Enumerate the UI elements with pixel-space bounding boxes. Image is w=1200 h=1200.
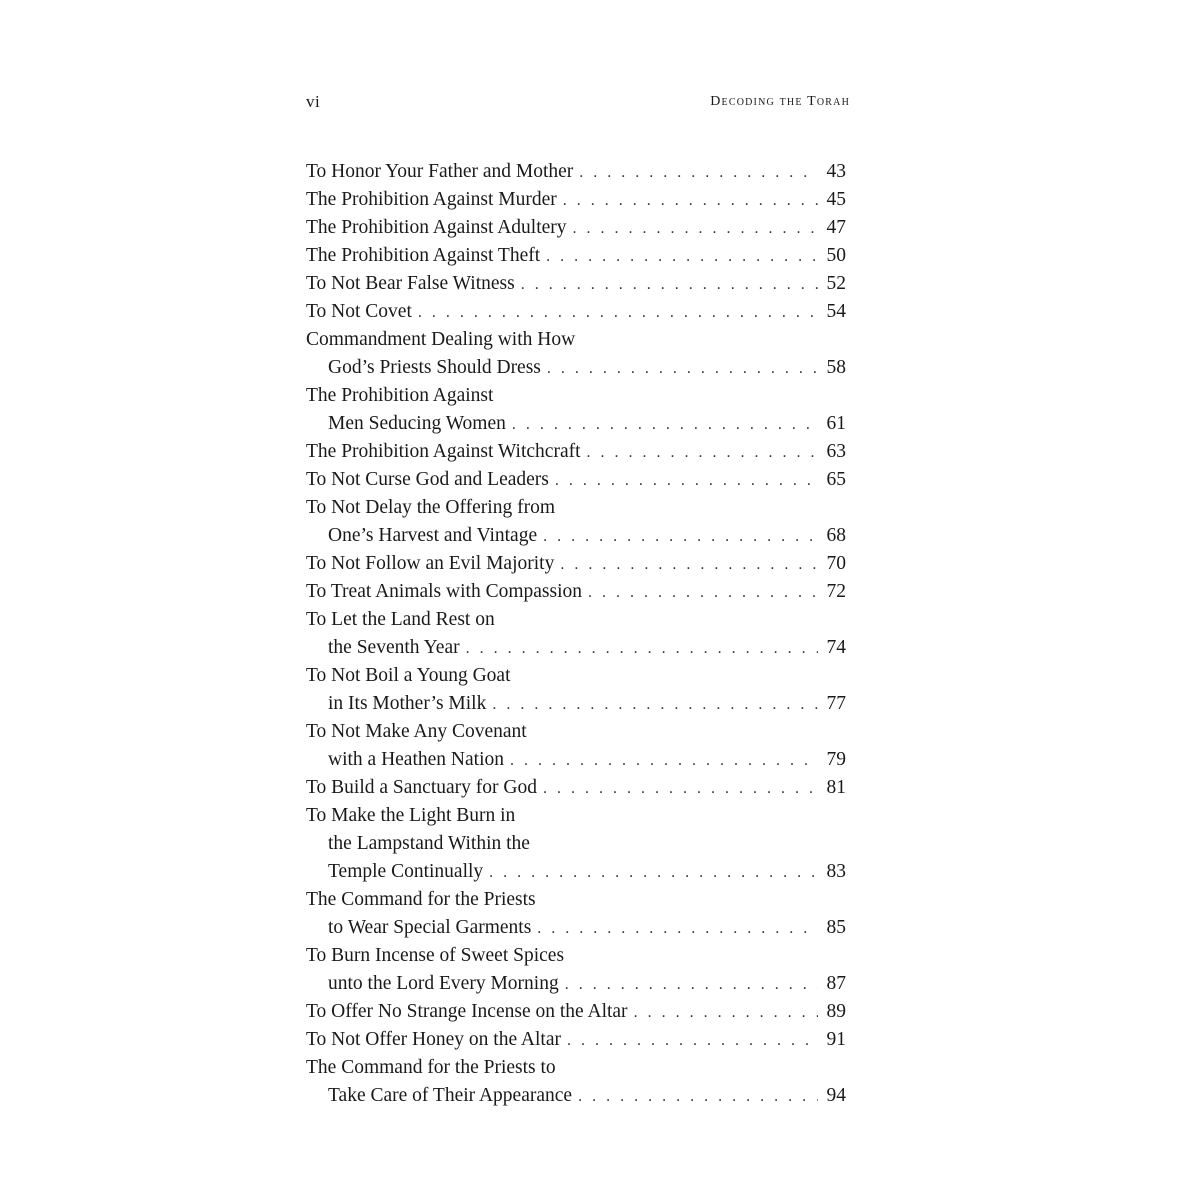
dot-leader (578, 1083, 818, 1111)
toc-page-number: 87 (826, 973, 846, 994)
toc-entry-title: The Prohibition Against Theft (306, 245, 541, 266)
toc-entry-line (306, 774, 846, 802)
toc-entry-line (306, 382, 846, 410)
dot-leader (492, 691, 818, 719)
toc-entry-title: To Not Make Any Covenant (306, 721, 527, 742)
toc-entry-line (306, 242, 846, 270)
dot-leader (543, 775, 818, 803)
toc-page-number: 52 (826, 273, 846, 294)
toc-page-number: 89 (826, 1001, 846, 1022)
toc-entry-line (306, 1082, 846, 1110)
dot-leader (567, 1027, 818, 1055)
toc-page-number: 79 (826, 749, 846, 770)
toc-page-number: 85 (826, 917, 846, 938)
toc-entry-title: The Command for the Priests (306, 889, 536, 910)
toc-page-number: 58 (826, 357, 846, 378)
toc-page-number: 74 (826, 637, 846, 658)
toc-entry-title: To Not Curse God and Leaders (306, 469, 549, 490)
toc-entry-line (306, 522, 846, 550)
dot-leader (560, 551, 818, 579)
toc-page-number: 83 (826, 861, 846, 882)
toc-page-number: 43 (826, 161, 846, 182)
toc-entry-line (306, 214, 846, 242)
toc-entry-line (306, 746, 846, 774)
toc-entry-title: To Not Boil a Young Goat (306, 665, 511, 686)
toc-entry-line (306, 886, 846, 914)
toc-entry-line (306, 158, 846, 186)
toc-entry-line (306, 830, 846, 858)
toc-entry-line (306, 550, 846, 578)
toc-page-number: 68 (826, 525, 846, 546)
dot-leader (555, 467, 818, 495)
toc-entry-title: To Not Offer Honey on the Altar (306, 1029, 561, 1050)
dot-leader (466, 635, 818, 663)
toc-entry-line (306, 970, 846, 998)
toc-entry-line (306, 634, 846, 662)
toc-entry-line (306, 438, 846, 466)
dot-leader (587, 439, 818, 467)
toc-page-number: 77 (826, 693, 846, 714)
toc-entry-title: The Command for the Priests to (306, 1057, 556, 1078)
toc-entry-line (306, 186, 846, 214)
toc-entry-line (306, 718, 846, 746)
toc-page-number: 61 (826, 413, 846, 434)
toc-entry-line (306, 802, 846, 830)
page-number: vi (306, 92, 321, 111)
toc-page-number: 70 (826, 553, 846, 574)
toc-page-number: 72 (826, 581, 846, 602)
toc-entry-title: To Make the Light Burn in (306, 805, 516, 826)
toc-entry-line (306, 410, 846, 438)
toc-entry-title: To Not Bear False Witness (306, 273, 515, 294)
toc-entry-line (306, 466, 846, 494)
toc-page-number: 45 (826, 189, 846, 210)
toc-entry-line (306, 1026, 846, 1054)
toc-entry-title: God’s Priests Should Dress (328, 357, 541, 378)
toc-entry-line (306, 914, 846, 942)
dot-leader (510, 747, 818, 775)
dot-leader (543, 523, 818, 551)
toc-entry-line (306, 662, 846, 690)
toc-entry-line (306, 494, 846, 522)
toc-entry-title: unto the Lord Every Morning (328, 973, 559, 994)
toc-entry-line (306, 354, 846, 382)
toc-page-number: 50 (826, 245, 846, 266)
toc-entry-line (306, 690, 846, 718)
toc-entry-title: To Honor Your Father and Mother (306, 161, 574, 182)
toc-page-number: 94 (826, 1085, 846, 1106)
toc-entry-title: Men Seducing Women (328, 413, 506, 434)
toc-entry-line (306, 942, 846, 970)
toc-entry-title: To Build a Sanctuary for God (306, 777, 537, 798)
dot-leader (489, 859, 818, 887)
toc-entry-line (306, 270, 846, 298)
toc-entry-title: to Wear Special Garments (328, 917, 532, 938)
toc-entry-line (306, 298, 846, 326)
toc-entry-title: To Burn Incense of Sweet Spices (306, 945, 565, 966)
toc-entry-title: One’s Harvest and Vintage (328, 525, 538, 546)
toc-entry-line (306, 1054, 846, 1082)
toc-entry-title: Commandment Dealing with How (306, 329, 576, 350)
dot-leader (588, 579, 818, 607)
toc-entry-title: To Offer No Strange Incense on the Altar (306, 1001, 628, 1022)
dot-leader (537, 915, 818, 943)
dot-leader (563, 187, 818, 215)
toc-page-number: 81 (826, 777, 846, 798)
toc-page-number: 47 (826, 217, 846, 238)
toc-page-number: 54 (826, 301, 846, 322)
table-of-contents (306, 158, 846, 1110)
toc-page-number: 91 (826, 1029, 846, 1050)
dot-leader (634, 999, 818, 1027)
toc-entry-title: The Prohibition Against Adultery (306, 217, 567, 238)
toc-entry-title: To Let the Land Rest on (306, 609, 495, 630)
toc-entry-title: the Seventh Year (328, 637, 460, 658)
toc-entry-line (306, 606, 846, 634)
toc-entry-title: Take Care of Their Appearance (328, 1085, 573, 1106)
toc-page-number: 65 (826, 469, 846, 490)
toc-page-number: 63 (826, 441, 846, 462)
running-title: Decoding the Torah (710, 94, 850, 109)
toc-entry-title: in Its Mother’s Milk (328, 693, 487, 714)
toc-entry-title: To Not Delay the Offering from (306, 497, 555, 518)
toc-entry-title: To Not Covet (306, 301, 412, 322)
dot-leader (547, 355, 818, 383)
dot-leader (546, 243, 818, 271)
toc-entry-title: To Treat Animals with Compassion (306, 581, 582, 602)
dot-leader (573, 215, 818, 243)
toc-entry-title: the Lampstand Within the (328, 833, 530, 854)
dot-leader (579, 159, 818, 187)
dot-leader (512, 411, 818, 439)
toc-entry-title: To Not Follow an Evil Majority (306, 553, 555, 574)
dot-leader (521, 271, 818, 299)
toc-entry-title: Temple Continually (328, 861, 484, 882)
toc-entry-line (306, 578, 846, 606)
dot-leader (565, 971, 818, 999)
toc-entry-line (306, 858, 846, 886)
toc-entry-title: The Prohibition Against (306, 385, 494, 406)
toc-entry-title: The Prohibition Against Murder (306, 189, 557, 210)
dot-leader (418, 299, 818, 327)
toc-entry-line (306, 326, 846, 354)
toc-entry-title: The Prohibition Against Witchcraft (306, 441, 581, 462)
toc-entry-line (306, 998, 846, 1026)
toc-entry-title: with a Heathen Nation (328, 749, 504, 770)
